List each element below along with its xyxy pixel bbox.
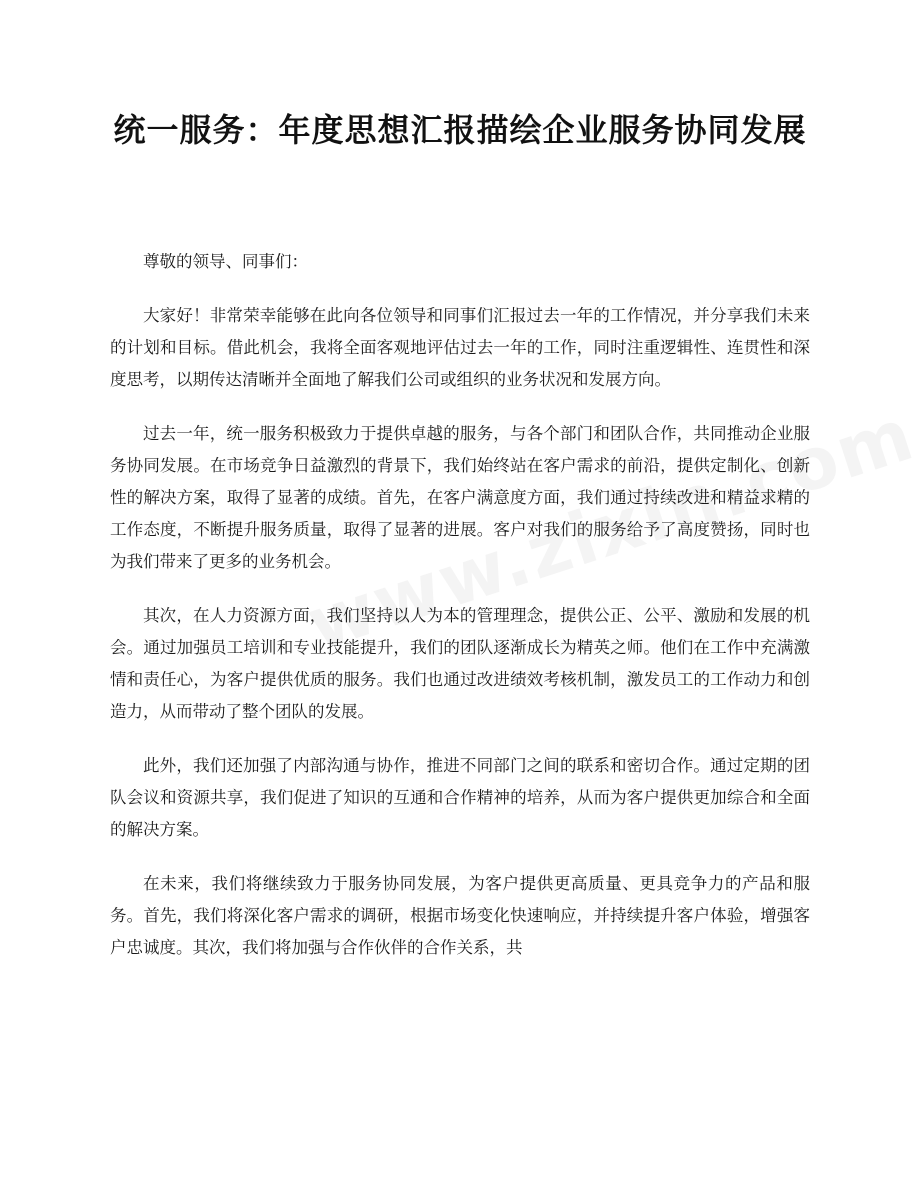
body-paragraph-5: 在未来，我们将继续致力于服务协同发展，为客户提供更高质量、更具竞争力的产品和服务。首先，我们将深化客户需求的调研，根据市场变化快速响应，并持续提升客户体验，增强客户忠诚度。其次，我们将加强与合作伙伴的合作关系，共 — [110, 874, 810, 957]
body-paragraph-3: 其次，在人力资源方面，我们坚持以人为本的管理理念，提供公正、公平、激励和发展的机会。通过加强员工培训和专业技能提升，我们的团队逐渐成长为精英之师。他们在工作中充满激情和责任心，为客户提供优质的服务。我们也通过改进绩效考核机制，激发员工的工作动力和创造力，从而带动了整个团队的发展。 — [110, 606, 810, 721]
document-body — [110, 246, 810, 986]
document-title: 统一服务：年度思想汇报描绘企业服务协同发展 — [113, 111, 807, 149]
body-paragraph-4: 此外，我们还加强了内部沟通与协作，推进不同部门之间的联系和密切合作。通过定期的团队会议和资源共享，我们促进了知识的互通和合作精神的培养，从而为客户提供更加综合和全面的解决方案。 — [110, 756, 810, 839]
body-paragraph-1: 大家好！非常荣幸能够在此向各位领导和同事们汇报过去一年的工作情况，并分享我们未来的计划和目标。借此机会，我将全面客观地评估过去一年的工作，同时注重逻辑性、连贯性和深度思考，以期传达清晰并全面地了解我们公司或组织的业务状况和发展方向。 — [110, 306, 810, 389]
salutation-paragraph: 尊敬的领导、同事们： — [143, 252, 308, 271]
body-paragraph-2: 过去一年，统一服务积极致力于提供卓越的服务，与各个部门和团队合作，共同推动企业服务协同发展。在市场竞争日益激烈的背景下，我们始终站在客户需求的前沿，提供定制化、创新性的解决方案，取得了显著的成绩。首先，在客户满意度方面，我们通过持续改进和精益求精的工作态度，不断提升服务质量，取得了显著的进展。客户对我们的服务给予了高度赞扬，同时也为我们带来了更多的业务机会。 — [110, 424, 810, 571]
